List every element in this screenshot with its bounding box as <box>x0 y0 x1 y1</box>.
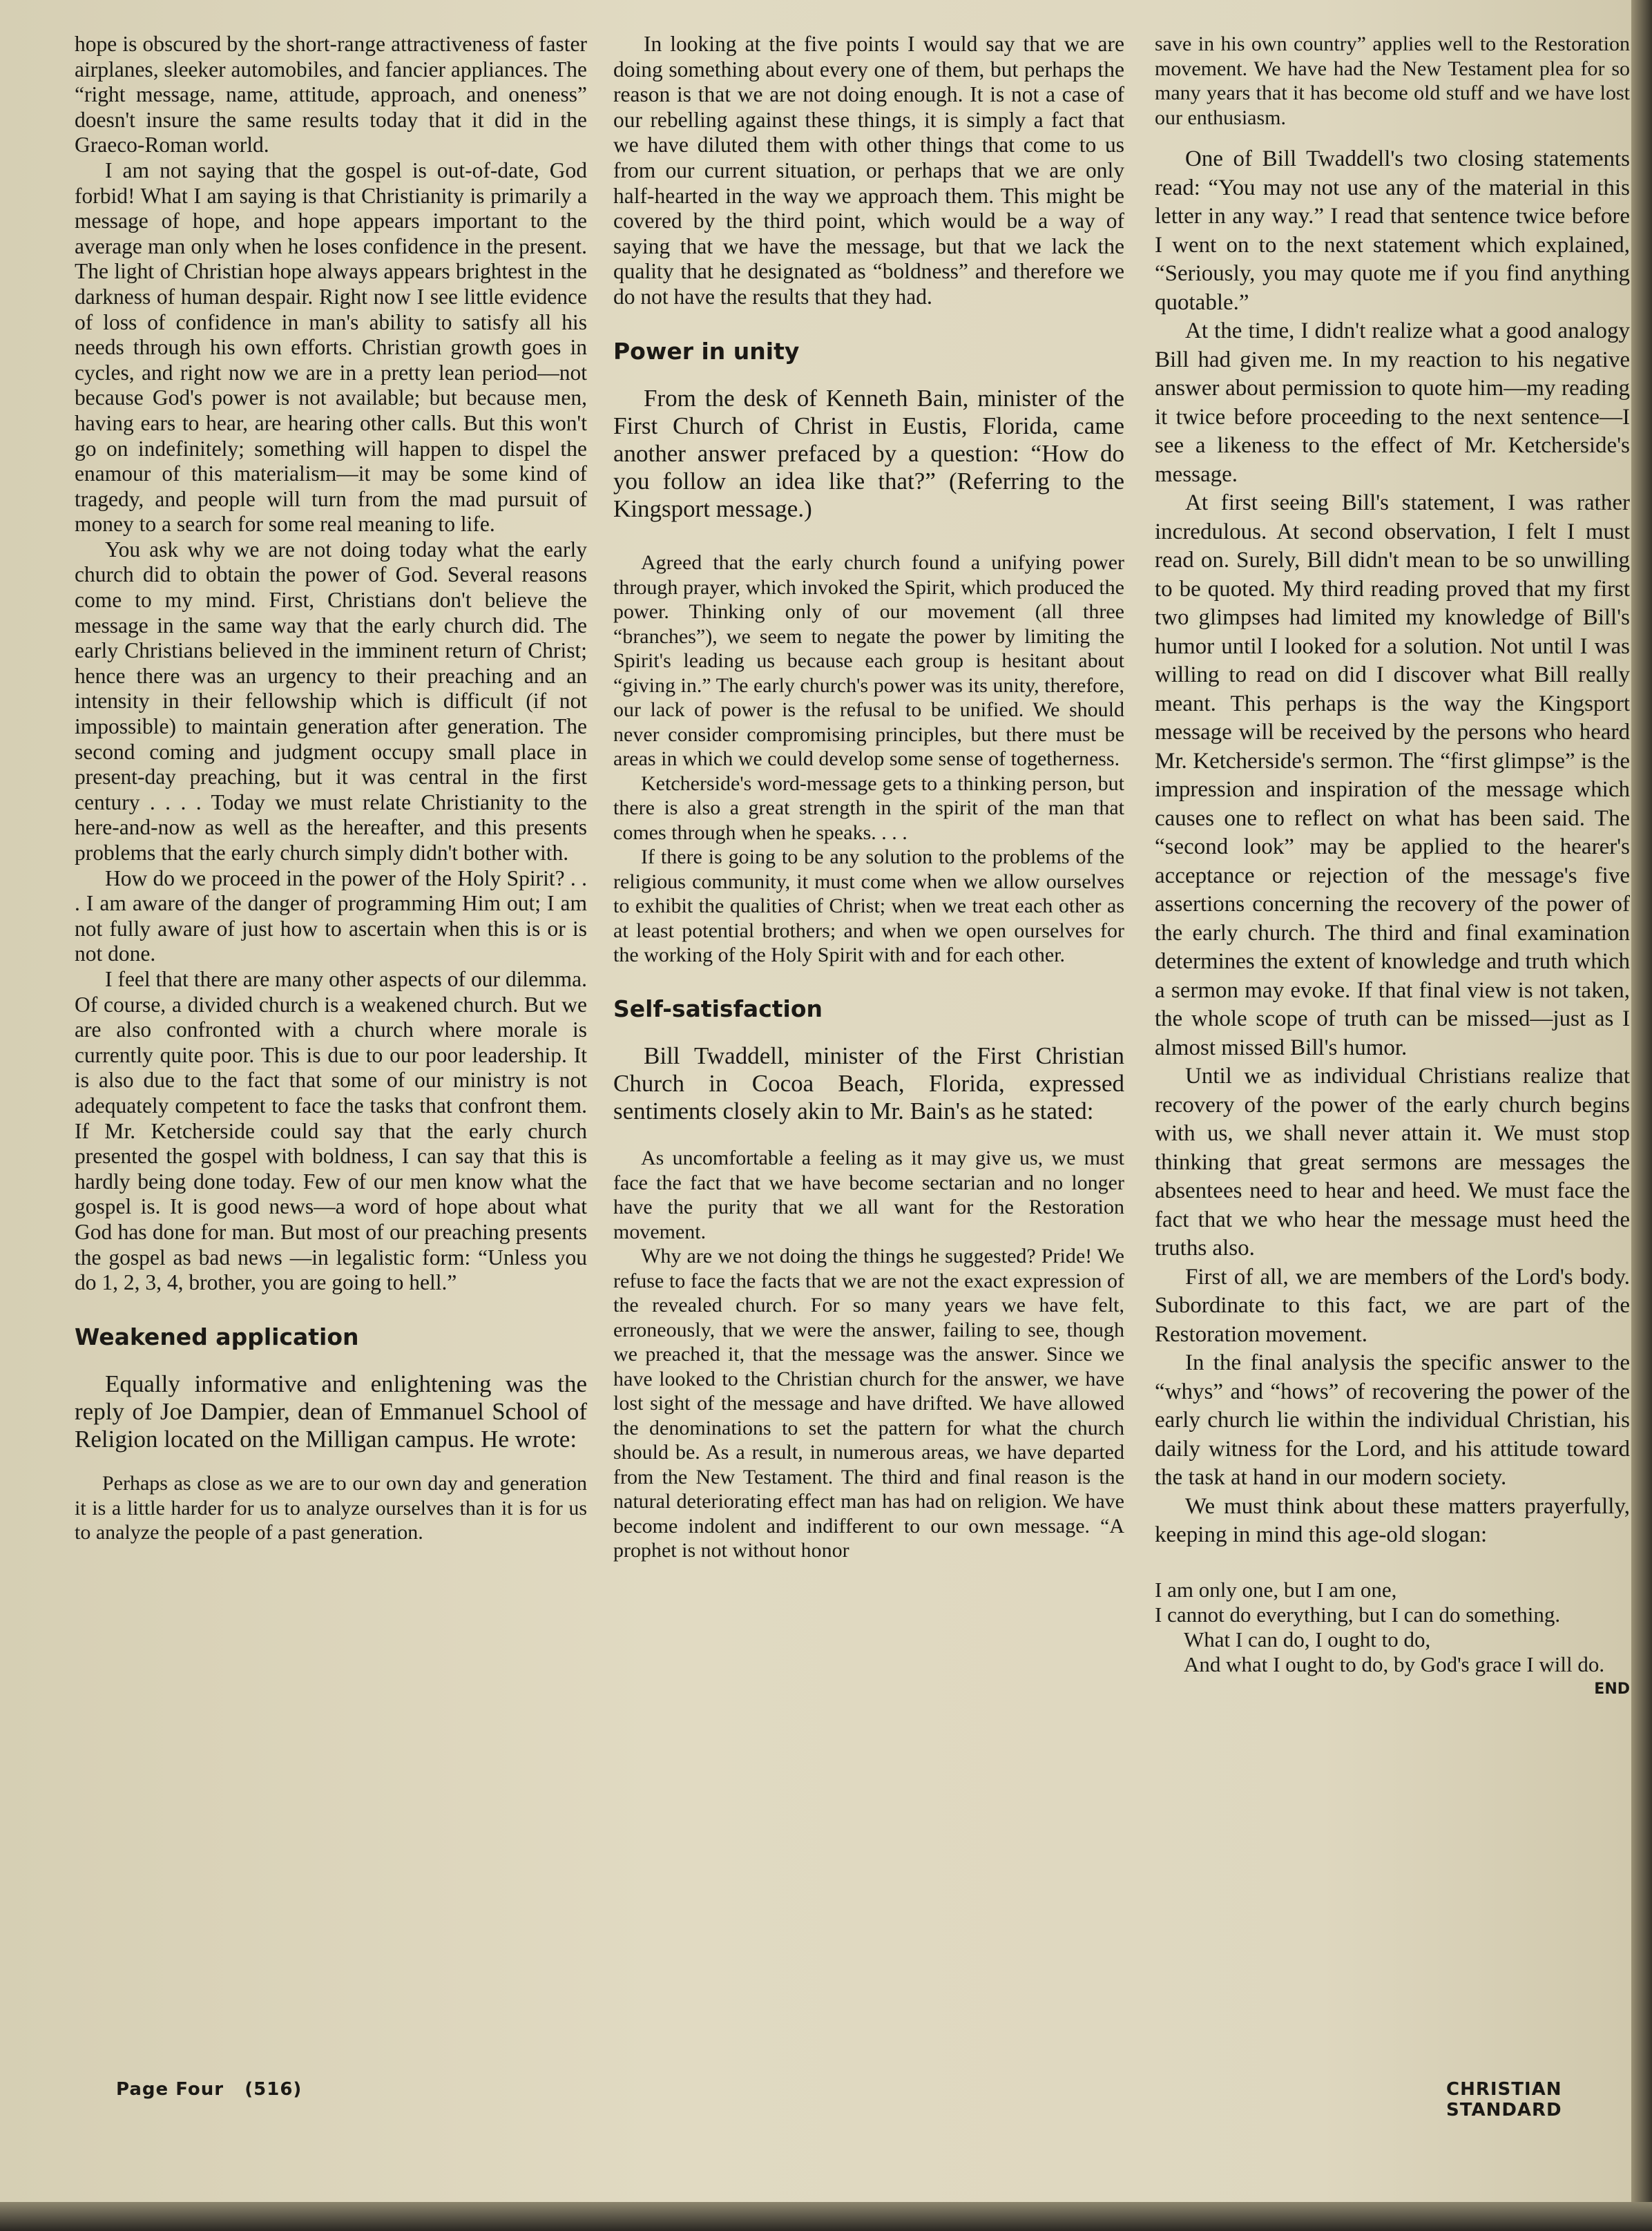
paragraph: In the final analysis the specific answer to the “whys” and “hows” of recovering the power of the early church lie within the individual Christian, his daily witness for the Lord, and his attitude toward the task at hand in our modern society. <box>1155 1350 1630 1490</box>
poem-line: I am only one, but I am one, <box>1155 1577 1397 1602</box>
block-quote <box>613 1146 1124 1563</box>
section-heading: Power in unity <box>613 337 800 365</box>
end-mark: END <box>1594 1680 1630 1698</box>
block-quote <box>75 1471 587 1545</box>
paragraph: I feel that there are many other aspects of our dilemma. Of course, a divided church is a weakened church. But we are also confronted with a church where morale is currently quite poor. This is due to our poor leadership. It is also due to the fact that some of our ministry is not adequately competent to face the tasks that confront them. If Mr. Ketcherside could say that the early church presented the gospel with boldness, I can say that this is hardly being done today. Few of our men know what the gospel is. It is good news—a word of hope about what God has done for man. But most of our preaching presents the gospel as bad news —in legalistic form: “Unless you do 1, 2, 3, 4, brother, you are going to hell.” <box>75 966 587 1295</box>
quote-paragraph: Ketcherside's word-message gets to a thinking person, but there is also a great strength in the spirit of the man that comes through when he speaks. . . . <box>613 772 1124 844</box>
slogan-poem <box>1155 1578 1630 1702</box>
quote-paragraph: Why are we not doing the things he suggested? Pride! We refuse to face the facts that we are not the exact expression of the revealed church. For so many years we have felt, erroneously, that we were the answer, failing to see, though we preached it, that the message was the answer. Since we have looked to the Christian church for the answer, we have lost sight of the message and have drifted. We have allowed the denominations to set the pattern for what the church should be. As a result, in numerous areas, we have departed from the New Testament. The third and final reason is the natural deteriorating effect man has had on religion. We have become indolent and indifferent to our own message. “A prophet is not without honor <box>613 1245 1124 1562</box>
section-heading: Self-satisfaction <box>613 995 823 1022</box>
paragraph: Until we as individual Christians realize that recovery of the power of the early church begins with us, we shall never attain it. We must stop thinking that great sermons are messages the absentees need to hear and heed. We must face the fact that we who hear the message must heed the truths also. <box>1155 1064 1630 1261</box>
column-3 <box>1155 32 1630 1702</box>
poem-line: And what I ought to do, by God's grace I will do. <box>1184 1651 1605 1676</box>
column-1 <box>75 32 587 1545</box>
paragraph: From the desk of Kenneth Bain, minister of the First Church of Christ in Eustis, Florida, came another answer prefaced by a question: “How do you follow an idea like that?” (Referring to the Kingsport message.) <box>613 385 1124 523</box>
page-number-footer: Page Four (516) <box>116 2079 302 2100</box>
quote-paragraph: As uncomfortable a feeling as it may give us, we must face the fact that we have become sectarian and no longer have the purity that we all want for the Restoration movement. <box>613 1147 1124 1243</box>
block-quote <box>613 550 1124 968</box>
page-edge-shadow <box>1631 0 1652 2231</box>
poem-line: What I can do, I ought to do, <box>1184 1627 1431 1651</box>
quote-paragraph: If there is going to be any solution to the problems of the religious community, it must come when we allow ourselves to exhibit the qualities of Christ; when we treat each other as at least potential brothers; and when we open ourselves for the working of the Holy Spirit with and for each other. <box>613 845 1124 967</box>
paragraph: You ask why we are not doing today what the early church did to obtain the power of God. Several reasons come to my mind. First, Christians don't believe the message in the same way that the early church did. The early Christians believed in the imminent return of Christ; hence there was an urgency to their preaching and an intensity in their fellowship which is difficult (if not impossible) to maintain generation after generation. The second coming and judgment occupy small place in present-day preaching, but it was central in the first century . . . . Today we must relate Christianity to the here-and-now as well as the hereafter, and this presents problems that the early church simply didn't bother with. <box>75 537 587 865</box>
paragraph: One of Bill Twaddell's two closing statements read: “You may not use any of the material in this letter in any way.” I read that sentence twice before I went on to the next statement which explained, “Seriously, you may quote me if you find anything quotable.” <box>1155 146 1630 315</box>
section-heading: Weakened application <box>75 1323 359 1350</box>
paragraph: I am not saying that the gospel is out-of-date, God forbid! What I am saying is that Christianity is primarily a message of hope, and hope appears important to the average man only when he loses confidence in the present. The light of Christian hope always appears brightest in the darkness of human despair. Right now I see little evidence of loss of confidence in man's ability to satisfy all his needs through his own efforts. Christian growth goes in cycles, and right now we are in a pretty lean period—not because God's power is not available; but because men, having ears to hear, are hearing other calls. But this won't go on indefinitely; something will happen to dispel the enamour of this materialism—it may be some kind of tragedy, and people will turn from the mad pursuit of money to a search for some real meaning to life. <box>75 157 587 537</box>
paragraph: hope is obscured by the short-range attractiveness of faster airplanes, sleeker automobiles, and fancier appliances. The “right message, name, attitude, approach, and oneness” doesn't insure the same results today that it did in the Graeco-Roman world. <box>75 32 587 157</box>
paragraph: At the time, I didn't realize what a good analogy Bill had given me. In my reaction to his negative answer about permission to quote him—my reading it twice before proceeding to the next sentence—I see a likeness to the effect of Mr. Ketcherside's message. <box>1155 318 1630 487</box>
paragraph: Equally informative and enlightening was the reply of Joe Dampier, dean of Emmanuel School of Religion located on the Milligan campus. He wrote: <box>75 1370 587 1453</box>
poem-line: I cannot do everything, but I can do something. <box>1155 1602 1561 1627</box>
quote-continuation: save in his own country” applies well to the Restoration movement. We have had the New Testament plea for so many years that it has become old stuff and we have lost our enthusiasm. <box>1155 32 1630 129</box>
paragraph: Bill Twaddell, minister of the First Christian Church in Cocoa Beach, Florida, expressed sentiments closely akin to Mr. Bain's as he stated: <box>613 1042 1124 1125</box>
paragraph: First of all, we are members of the Lord's body. Subordinate to this fact, we are part of the Restoration movement. <box>1155 1264 1630 1347</box>
publication-name-footer: CHRISTIAN STANDARD <box>1446 2079 1562 2120</box>
paragraph: How do we proceed in the power of the Holy Spirit? . . . I am aware of the danger of programming Him out; I am not fully aware of just how to ascertain when this is or is not done. <box>75 865 587 966</box>
paragraph: At first seeing Bill's statement, I was rather incredulous. At second observation, I felt I must read on. Surely, Bill didn't mean to be so unwilling to be quoted. My third reading proved that my first two glimpses had limited my knowledge of Bill's humor until I looked for a solution. Not until I was willing to read on did I discover what Bill really meant. This perhaps is the way the Kingsport message will be received by the persons who heard Mr. Ketcherside's sermon. The “first glimpse” is the impression and inspiration of the message which causes one to reflect on what has been said. The “second look” may be applied to the hearer's acceptance or rejection of the message's five assertions concerning the recovery of the power of the early church. The third and final examination determines the extent of knowledge and truth which a sermon may evoke. If that final view is not taken, the whole scope of truth can be missed—just as I almost missed Bill's humor. <box>1155 490 1630 1060</box>
quote-paragraph: Agreed that the early church found a unifying power through prayer, which invoked the Spirit, which produced the power. Thinking only of our movement (all three “branches”), we seem to negate the power by limiting the Spirit's leading us because each group is hesitant about “giving in.” The early church's power was its unity, therefore, our lack of power is the refusal to be unified. We should never consider compromising principles, but there must be areas in which we could develop some sense of togetherness. <box>613 551 1124 771</box>
paragraph: We must think about these matters prayerfully, keeping in mind this age-old slogan: <box>1155 1493 1630 1547</box>
quote-paragraph: Perhaps as close as we are to our own day and generation it is a little harder for us to analyze ourselves than it is for us to analyze the people of a past generation. <box>75 1472 587 1544</box>
column-2 <box>613 32 1124 1563</box>
bottom-shadow-band <box>0 2202 1652 2231</box>
paragraph: In looking at the five points I would say that we are doing something about every one of them, but perhaps the reason is that we are not doing enough. It is not a case of our rebelling against these things, it is simply a fact that we have diluted them with other things that come to us from our current situation, or perhaps that we are only half-hearted in the way we approach them. This might be covered by the third point, which would be a way of saying that we have the message, but that we lack the quality that he designated as “boldness” and therefore we do not have the results that they had. <box>613 32 1124 309</box>
